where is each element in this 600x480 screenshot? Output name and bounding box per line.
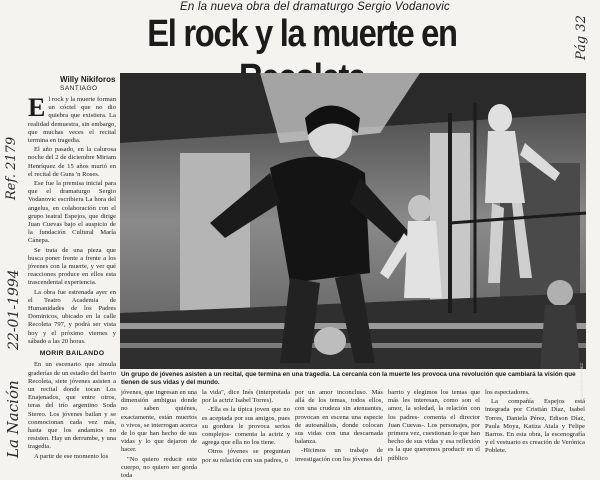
paragraph: jóvenes, que ingresan en una dimensión ambigua donde no saben quiénes, exactamente, están muertos o vivos, se interrogan acerca de lo que han hecho de sus vidas y lo que dejaron de hacer. [121,389,197,454]
kicker: En la nueva obra del dramaturgo Sergio Vodanovic [179,1,450,13]
paragraph: Se trata de una pieza que busca poner frente a frente a los jóvenes con la muerte, y ver qué reacciones produce en ellos esta trascendental experiencia. [28,246,116,287]
handwritten-source: La Nación [4,380,22,458]
article-column-4 [295,389,383,461]
article-column-1 [28,93,116,460]
paragraph: En un escenario que simula graderías de un estadio del barrio Recoleta, siete jóvenes asisten a un recital donde tocan Los Enajenados, que entre otros, teras del trío argentino Soda Stereo. Los jóvenes bailan y se conmocionan cada vez más, hasta que los andamios no resisten. Hay un derrumbe, y una tragedia. [28,361,116,451]
handwritten-annotations-right [568,2,598,62]
paragraph: El año pasado, en la calurosa noche del 2 de diciembre Miriam Henríquez de 15 años murió en el recital de Guns 'n Roses. [28,146,116,178]
headline: El rock y la muerte en [147,13,457,55]
handwritten-annotations-left [2,60,38,460]
photo-credit: MAURICIO GÓMEZ [579,363,584,399]
paragraph: Otros jóvenes se preguntan por su relación con sus padres, o [202,448,290,464]
paragraph: por un amor inconcluso. Más allá de los temas, todos ellos, con una crudeza sin atenuantes, provocan en escena una especie de autoanálisis, donde colocan sus vidas con una descarnada balanza. [295,389,383,446]
byline-city: SANTIAGO [60,85,98,92]
paragraph: La compañía Espejos está integrada por Cristián Díaz, Isabel Torres, Daniela Pérez, Edison Díaz, Paula Moya, Katiza Atala y Felipe Barros. En esta obra, la escenografía y el vestuario es creación de Verónica Poblete. [485,398,585,455]
paragraph: la vida", dice Inés (interpretada por la actriz Isabel Torres). [202,389,290,405]
subheading: MORIR BAILANDO [39,350,105,358]
paragraph: La obra fue estrenada ayer en el Teatro Academia de Humanidades de los Padres Dominicos, ubicado en la calle Recoleta 797, y podrá ser vista hoy y el próximo viernes y sábado a las 20 horas. [28,288,116,345]
byline: Willy Nikiforos [60,75,116,84]
article-column-6 [485,389,585,461]
article-column-3 [202,389,290,464]
handwritten-date: 22-01-1994 [6,269,22,350]
drop-cap: E [28,93,46,122]
paragraph: A partir de ese momento los [34,452,109,460]
article-column-2 [121,389,197,480]
paragraph: l rock y la muerte forman un cóctel que no dio quiebra que existiera. La realidad demuestra, sin embargo, que muchas veces el recital termina en tragedia. [28,96,116,145]
paragraph: "No quiero reducir este cuerpo, no quiero ser gorda toda [121,455,197,480]
paragraph: Ese fue la premisa inicial para que el dramaturgo Sergio Vodanovic escribiera La hora del angelus, en colaboración con el grupo teatral Espejos, que dirige Juan Cuevas bajo el auspicio de la fundación Cultural María Cánepa. [28,180,116,245]
handwritten-ref: Ref. 2179 [4,136,19,200]
paragraph: los espectadores. [485,389,530,396]
photo-caption: Un grupo de jóvenes asisten a un recital, que termina en una tragedia. La cercanía con la muerte les provoca una revolución que cambiará la visión que tienen de sus vidas y del mundo. [121,371,576,386]
handwritten-page: Pág 32 [574,15,589,60]
paragraph: -Ella es la típica joven que no es aceptada por sus amigos, pues su gordura le provoca serios complejos- comenta la actriz y agrega que ella no los tiene. [202,406,290,447]
concert-scene-image [120,73,586,369]
paragraph: -Hicimos un trabajo de investigación con los jóvenes del [295,447,383,463]
article-column-5 [388,389,480,461]
paragraph: barrio y elegimos los temas que más les interesan, como son el amor, la soledad, la relación con los padres- comenta el director Juan Cuevas-. Los personajes, por primera vez, cuestionan lo que han hecho de sus vidas y esa reflexión es la que queremos producir en el público [388,389,480,462]
